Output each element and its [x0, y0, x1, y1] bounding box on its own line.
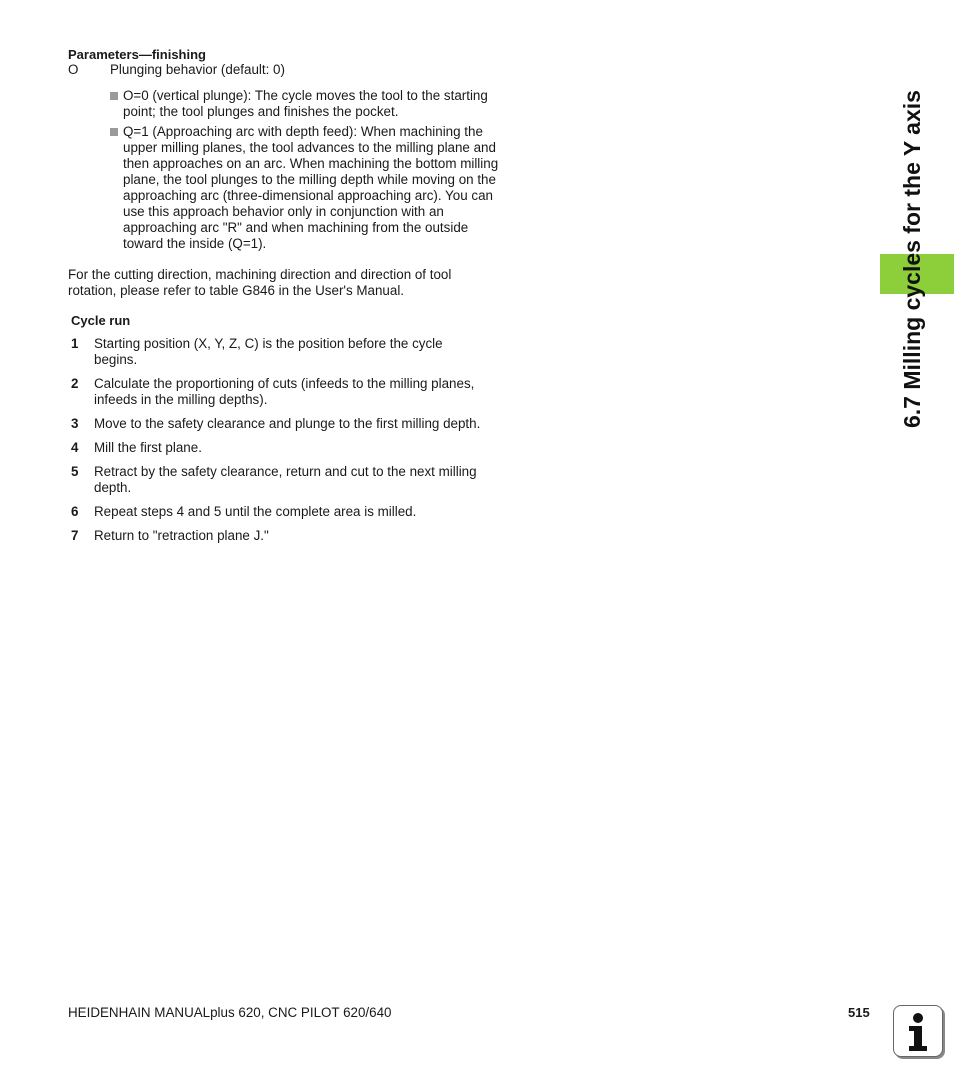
step-number: 5 — [71, 464, 79, 479]
step-number: 2 — [71, 376, 79, 391]
cycle-run-heading: Cycle run — [71, 313, 131, 328]
step-number: 4 — [71, 440, 79, 455]
step-text: Repeat steps 4 and 5 until the complete area is milled. — [94, 504, 417, 519]
chapter-title: 6.7 Milling cycles for the Y axis — [899, 90, 925, 428]
section-heading: Parameters—finishing — [68, 47, 206, 62]
bullet-text: O=0 (vertical plunge): The cycle moves the tool to the starting point; the tool plunges and finishes the pocket. — [123, 88, 488, 119]
param-code: O — [68, 62, 79, 77]
step-number: 6 — [71, 504, 79, 519]
square-bullet-icon — [110, 92, 118, 100]
square-bullet-icon — [110, 128, 118, 136]
step-text: Retract by the safety clearance, return and cut to the next milling depth. — [94, 464, 477, 495]
info-icon — [893, 1005, 943, 1057]
step-text: Move to the safety clearance and plunge to the first milling depth. — [94, 416, 481, 431]
step-number: 3 — [71, 416, 79, 431]
note-paragraph: For the cutting direction, machining direction and direction of tool rotation, please refer to table G846 in the User's Manual. — [68, 267, 452, 298]
step-number: 7 — [71, 528, 79, 543]
manual-name: HEIDENHAIN MANUALplus 620, CNC PILOT 620/640 — [68, 1005, 392, 1020]
step-text: Return to "retraction plane J." — [94, 528, 269, 543]
step-text: Calculate the proportioning of cuts (infeeds to the milling planes, infeeds in the milling depths). — [94, 376, 475, 407]
bullet-text: Q=1 (Approaching arc with depth feed): When machining the upper milling planes, the tool advances to the milling plane and then approaches on an arc. When machining the bottom milling plane, the tool plunges to the milling depth while moving on the approaching arc (three-dimensional approaching arc). You can use this approach behavior only in conjunction with an approaching arc "R" and when machining from the outside toward the inside (Q=1). — [123, 124, 499, 251]
step-text: Starting position (X, Y, Z, C) is the position before the cycle begins. — [94, 336, 443, 367]
page-number: 515 — [848, 1005, 870, 1020]
param-description: Plunging behavior (default: 0) — [110, 62, 285, 77]
step-text: Mill the first plane. — [94, 440, 202, 455]
step-number: 1 — [71, 336, 79, 351]
